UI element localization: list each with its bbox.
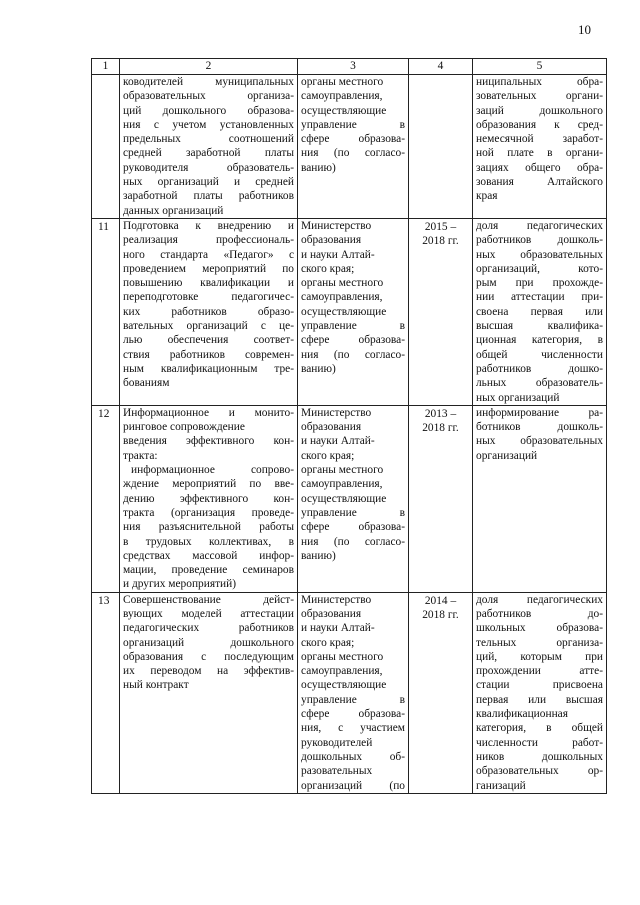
- text-line: мации, проведение семинаров: [123, 564, 294, 577]
- indicator-cell: [473, 218, 607, 405]
- text-line: руководителя образователь-: [123, 161, 294, 174]
- text-line: ния (по согласо-: [301, 348, 405, 361]
- years-to: 2018 гг.: [422, 422, 459, 435]
- text-line: тракта (организация проведе-: [123, 506, 294, 519]
- text-line: стации присвоена: [476, 679, 603, 692]
- text-line: ный контракт: [123, 679, 189, 692]
- row-number: 11: [92, 218, 120, 405]
- text-line: образования: [301, 607, 362, 620]
- text-line: ганизаций: [476, 779, 526, 792]
- text-line: информирование ра-: [476, 406, 603, 419]
- years-from: 2015 –: [424, 220, 457, 233]
- text-line: ной плате в органи-: [476, 147, 603, 160]
- executor-cell: [298, 218, 409, 405]
- text-line: рым при прохожде-: [476, 277, 603, 290]
- measure-cell: [120, 405, 298, 592]
- table-row: [92, 75, 607, 219]
- text-line: Министерство: [301, 219, 372, 232]
- text-line: заработной платы работников: [123, 190, 294, 203]
- measure-cell: [120, 592, 298, 793]
- text-line: Министерство: [301, 406, 372, 419]
- text-line: ников дошкольных: [476, 750, 603, 763]
- text-line: работников дошколь-: [476, 234, 603, 247]
- indicator-cell: [473, 405, 607, 592]
- text-line: организаций дошкольного: [123, 636, 294, 649]
- text-line: квалификационная: [476, 708, 568, 721]
- years-cell: [409, 405, 473, 592]
- row-number: 13: [92, 592, 120, 793]
- text-line: доля педагогических: [476, 593, 603, 606]
- text-line: ния (по согласо-: [301, 535, 405, 548]
- header-col-4: 4: [409, 59, 473, 75]
- text-line: самоуправления,: [301, 90, 383, 103]
- text-line: руководителей: [301, 736, 373, 749]
- text-line: образования: [301, 421, 362, 434]
- header-col-3: 3: [298, 59, 409, 75]
- text-line: доля педагогических: [476, 219, 603, 232]
- text-line: сфере образова-: [301, 334, 405, 347]
- text-line: ванию): [301, 549, 336, 562]
- text-line: организаций, кото-: [476, 262, 603, 275]
- text-line: проведением мероприятий по: [123, 262, 294, 275]
- text-line: образования с последующим: [123, 650, 294, 663]
- text-line: немесячной заработ-: [476, 133, 603, 146]
- text-line: работников дошко-: [476, 362, 603, 375]
- text-line: Министерство: [301, 593, 372, 606]
- text-line: Совершенствование дейст-: [123, 593, 294, 606]
- text-line: самоуправления,: [301, 665, 383, 678]
- text-line: края: [476, 190, 498, 203]
- text-line: ванию): [301, 161, 336, 174]
- text-line: средней заработной платы: [123, 147, 294, 160]
- years-to: 2018 гг.: [422, 608, 459, 621]
- text-line: тельных организа-: [476, 636, 603, 649]
- text-line: ния разъяснительной работы: [123, 521, 294, 534]
- text-line: школьных образова-: [476, 622, 603, 635]
- table-header-row: [92, 59, 607, 75]
- row-number: 12: [92, 405, 120, 592]
- table-row: [92, 218, 607, 405]
- text-line: органы местного: [301, 76, 384, 88]
- text-line: заций дошкольного: [476, 104, 603, 117]
- text-line: и науки Алтай-: [301, 622, 375, 635]
- text-line: бованиям: [123, 377, 170, 390]
- years-from: 2014 –: [424, 594, 457, 607]
- text-line: прохождении атте-: [476, 665, 603, 678]
- text-line: Подготовка к внедрению и: [123, 219, 294, 232]
- text-line: переподготовке педагогичес-: [123, 291, 294, 304]
- text-line: ждение мероприятий по вве-: [123, 478, 294, 491]
- text-line: организаций: [476, 449, 538, 462]
- text-line: органы местного: [301, 650, 384, 663]
- years-cell: [409, 592, 473, 793]
- text-line: ринговое сопровождение: [123, 421, 245, 434]
- text-line: осуществляющие: [301, 305, 387, 318]
- text-line: повышению квалификации и: [123, 277, 294, 290]
- text-line: высшая квалифика-: [476, 320, 603, 333]
- text-line: ций дошкольного образова-: [123, 104, 294, 117]
- indicator-cell: [473, 592, 607, 793]
- years-from: 2013 –: [424, 407, 457, 420]
- text-line: и других мероприятий): [123, 578, 237, 591]
- text-line: предельных соотношений: [123, 133, 294, 146]
- text-line: в трудовых коллективах, в: [123, 535, 294, 548]
- text-line: осуществляющие: [301, 492, 387, 505]
- executor-cell: [298, 405, 409, 592]
- text-line: органы местного: [301, 464, 384, 477]
- text-line: вательных организаций с це-: [123, 320, 294, 333]
- text-line: сфере образова-: [301, 708, 405, 721]
- text-line: ных организаций: [476, 391, 560, 404]
- text-line: ководителей муниципальных: [123, 76, 294, 88]
- text-line: осуществляющие: [301, 104, 387, 117]
- text-line: ниципальных обра-: [476, 76, 603, 88]
- text-line: лью обеспечения соответ-: [123, 334, 294, 347]
- text-line: ния, с участием: [301, 722, 405, 735]
- text-line: самоуправления,: [301, 291, 383, 304]
- text-line: их переводом на эффектив-: [123, 665, 294, 678]
- text-line: зования Алтайского: [476, 176, 603, 189]
- text-line: общей численности: [476, 348, 603, 361]
- text-line: зациях общего обра-: [476, 161, 603, 174]
- text-line: управление в: [301, 118, 405, 131]
- measure-cell: [120, 75, 298, 219]
- indicator-cell: [473, 75, 607, 219]
- years-cell: [409, 218, 473, 405]
- measure-cell: [120, 218, 298, 405]
- header-col-5: 5: [473, 59, 607, 75]
- text-line: ния (по согласо-: [301, 147, 405, 160]
- text-line: ского края;: [301, 636, 355, 649]
- text-line: ботников дошколь-: [476, 421, 603, 434]
- text-line: ных образовательных: [476, 248, 603, 261]
- text-line: ского края;: [301, 449, 355, 462]
- text-line: информационное сопрово-: [131, 464, 294, 477]
- text-line: разовательных: [301, 765, 373, 778]
- page-number: 10: [578, 22, 591, 37]
- text-line: самоуправления,: [301, 478, 383, 491]
- executor-cell: [298, 75, 409, 219]
- executor-cell: [298, 592, 409, 793]
- text-line: органы местного: [301, 277, 384, 290]
- text-line: ных образовательных: [476, 435, 603, 448]
- text-line: численности работ-: [476, 736, 603, 749]
- measures-table: [91, 58, 607, 794]
- text-line: сфере образова-: [301, 133, 405, 146]
- text-line: и науки Алтай-: [301, 248, 375, 261]
- text-line: ных организаций и средней: [123, 176, 294, 189]
- text-line: ния с учетом установленных: [123, 118, 294, 131]
- text-line: дошкольных об-: [301, 750, 405, 763]
- text-line: ких работников образо-: [123, 305, 294, 318]
- text-line: данных организаций: [123, 204, 224, 217]
- table-row: [92, 592, 607, 793]
- text-line: дению эффективного кон-: [123, 492, 294, 505]
- text-line: средствах массовой инфор-: [123, 549, 294, 562]
- text-line: работников до-: [476, 607, 603, 620]
- text-line: управление в: [301, 506, 405, 519]
- text-line: зовательных органи-: [476, 90, 603, 103]
- text-line: Информационное и монито-: [123, 406, 294, 419]
- text-line: вующих моделей аттестации: [123, 607, 294, 620]
- text-line: управление в: [301, 320, 405, 333]
- text-line: образовательных организа-: [123, 90, 294, 103]
- text-line: ционная категория, в: [476, 334, 603, 347]
- text-line: ванию): [301, 362, 336, 375]
- text-line: осуществляющие: [301, 679, 387, 692]
- header-col-2: 2: [120, 59, 298, 75]
- text-line: категория, в общей: [476, 722, 603, 735]
- text-line: ций, которым при: [476, 650, 603, 663]
- text-line: тракта:: [123, 449, 158, 462]
- text-line: сфере образова-: [301, 521, 405, 534]
- text-line: введения эффективного кон-: [123, 435, 294, 448]
- text-line: управление в: [301, 693, 405, 706]
- header-col-1: 1: [92, 59, 120, 75]
- text-line: льных образователь-: [476, 377, 603, 390]
- text-line: образования: [301, 234, 362, 247]
- row-number: [92, 75, 120, 219]
- text-line: ного стандарта «Педагог» с: [123, 248, 294, 261]
- text-line: образовательных ор-: [476, 765, 603, 778]
- text-line: ствия работников современ-: [123, 348, 294, 361]
- text-line: организаций (по: [301, 779, 405, 792]
- text-line: своена первая или: [476, 305, 603, 318]
- text-line: образования к сред-: [476, 118, 603, 131]
- text-line: ского края;: [301, 262, 355, 275]
- text-line: нии аттестации при-: [476, 291, 603, 304]
- table-row: [92, 405, 607, 592]
- text-line: ным квалификационным тре-: [123, 362, 294, 375]
- years-cell: [409, 75, 473, 219]
- text-line: первая или высшая: [476, 693, 603, 706]
- text-line: педагогических работников: [123, 622, 294, 635]
- years-to: 2018 гг.: [422, 235, 459, 248]
- text-line: реализация профессиональ-: [123, 234, 294, 247]
- text-line: и науки Алтай-: [301, 435, 375, 448]
